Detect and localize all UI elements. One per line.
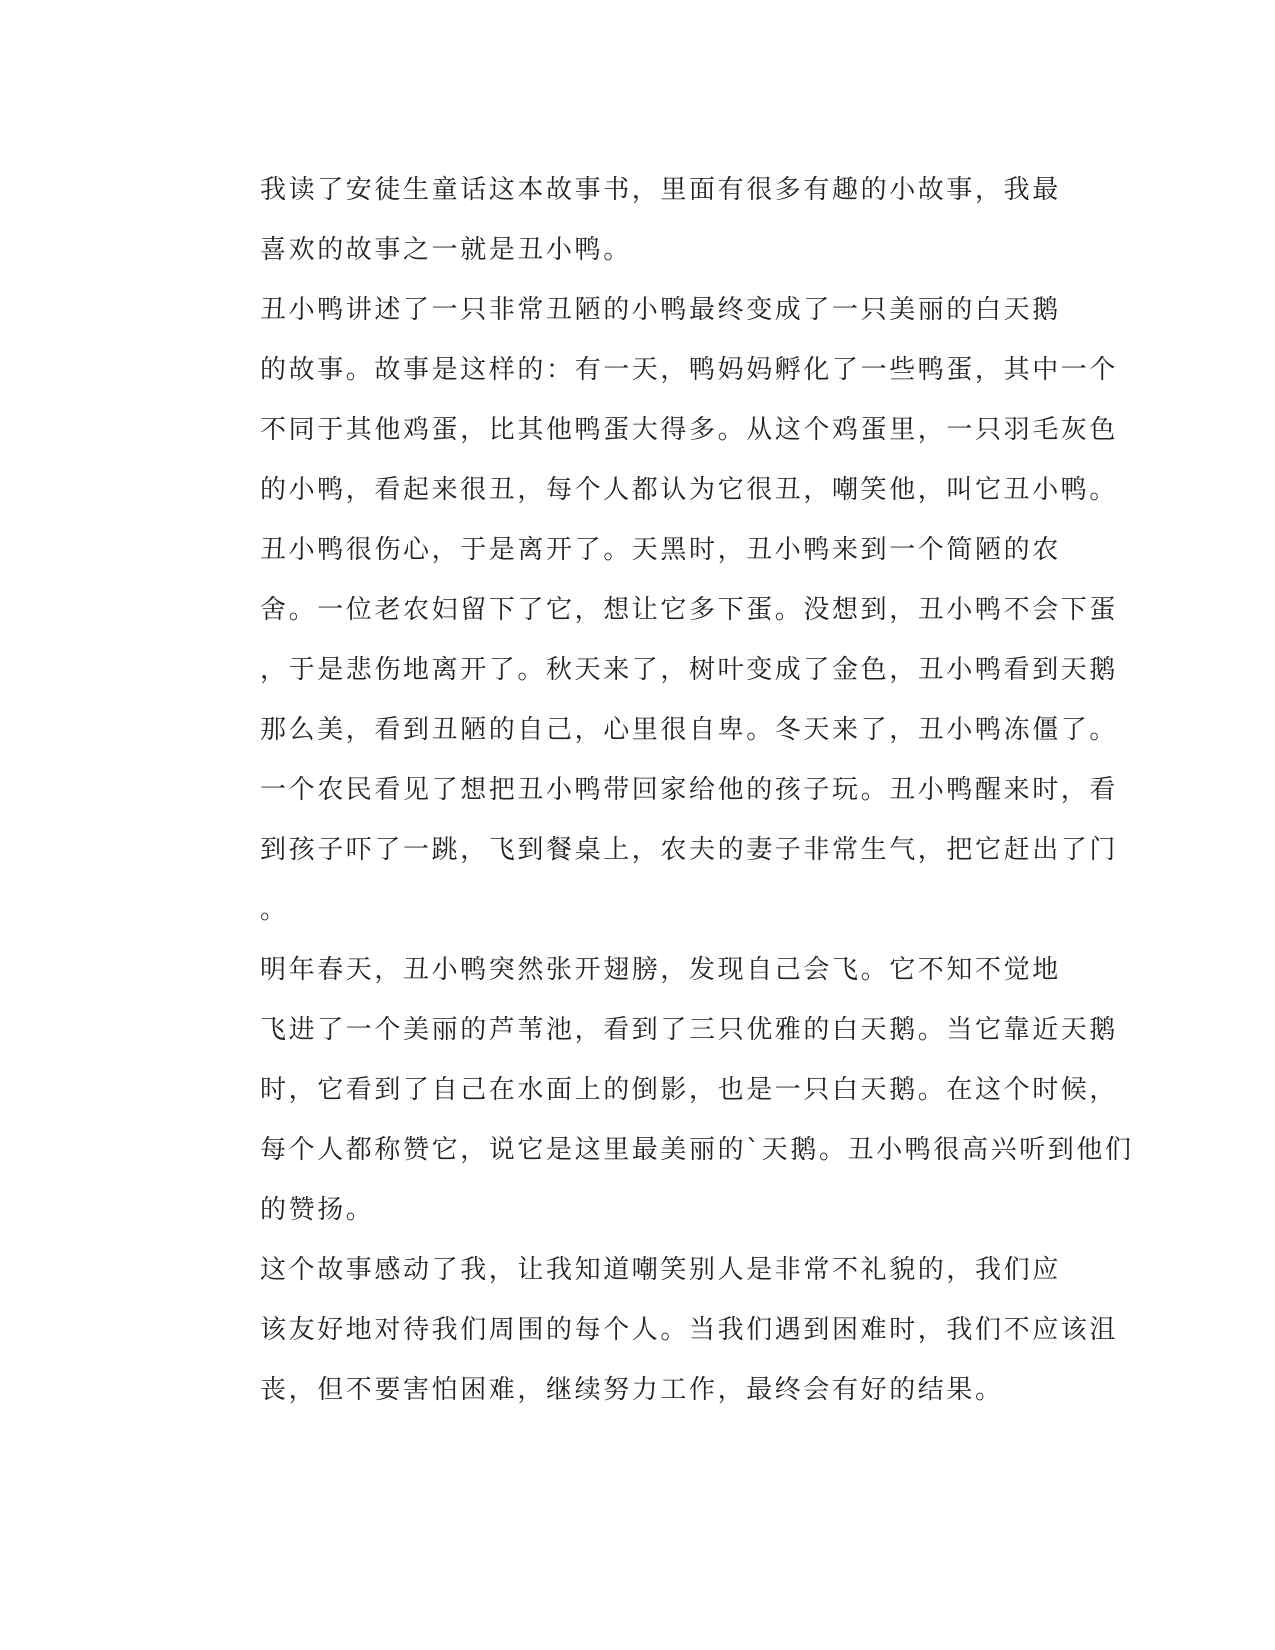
text-line: 喜欢的故事之一就是丑小鸭。 xyxy=(260,235,632,265)
paragraph-4 xyxy=(187,940,1134,1240)
text-line: 这个故事感动了我，让我知道嘲笑别人是非常不礼貌的，我们应 xyxy=(260,1255,1061,1285)
text-line: 我读了安徒生童话这本故事书，里面有很多有趣的小故事，我最 xyxy=(260,175,1061,205)
text-line: 的小鸭，看起来很丑，每个人都认为它很丑，嘲笑他，叫它丑小鸭。 xyxy=(260,475,1119,505)
text-line: 明年春天，丑小鸭突然张开翅膀，发现自己会飞。它不知不觉地 xyxy=(260,955,1061,985)
text-line: 到孩子吓了一跳，飞到餐桌上，农夫的妻子非常生气，把它赶出了门 xyxy=(260,835,1119,865)
text-line: 的赞扬。 xyxy=(260,1195,375,1225)
text-line: 舍。一位老农妇留下了它，想让它多下蛋。没想到，丑小鸭不会下蛋 xyxy=(260,595,1119,625)
document-body xyxy=(187,160,1134,1420)
text-line: ，于是悲伤地离开了。秋天来了，树叶变成了金色，丑小鸭看到天鹅 xyxy=(260,655,1119,685)
text-line: 每个人都称赞它，说它是这里最美丽的`天鹅。丑小鸭很高兴听到他们 xyxy=(260,1135,1134,1165)
text-line: 那么美，看到丑陋的自己，心里很自卑。冬天来了，丑小鸭冻僵了。 xyxy=(260,715,1119,745)
text-line: 该友好地对待我们周围的每个人。当我们遇到困难时，我们不应该沮 xyxy=(260,1315,1119,1345)
paragraph-5 xyxy=(187,1240,1119,1420)
text-line: 。 xyxy=(260,895,289,925)
text-line: 时，它看到了自己在水面上的倒影，也是一只白天鹅。在这个时候， xyxy=(260,1075,1119,1105)
paragraph-3 xyxy=(187,520,1119,940)
text-line: 一个农民看见了想把丑小鸭带回家给他的孩子玩。丑小鸭醒来时，看 xyxy=(260,775,1119,805)
paragraph-1 xyxy=(187,160,1067,280)
text-line: 丑小鸭很伤心，于是离开了。天黑时，丑小鸭来到一个简陋的农 xyxy=(260,535,1061,565)
paragraph-2 xyxy=(187,280,1119,520)
text-line: 丑小鸭讲述了一只非常丑陋的小鸭最终变成了一只美丽的白天鹅 xyxy=(260,295,1061,325)
text-line: 丧，但不要害怕困难，继续努力工作，最终会有好的结果。 xyxy=(260,1375,1004,1405)
text-line: 的故事。故事是这样的：有一天，鸭妈妈孵化了一些鸭蛋，其中一个 xyxy=(260,355,1119,385)
text-line: 不同于其他鸡蛋，比其他鸭蛋大得多。从这个鸡蛋里，一只羽毛灰色 xyxy=(260,415,1119,445)
text-line: 飞进了一个美丽的芦苇池，看到了三只优雅的白天鹅。当它靠近天鹅 xyxy=(260,1015,1119,1045)
